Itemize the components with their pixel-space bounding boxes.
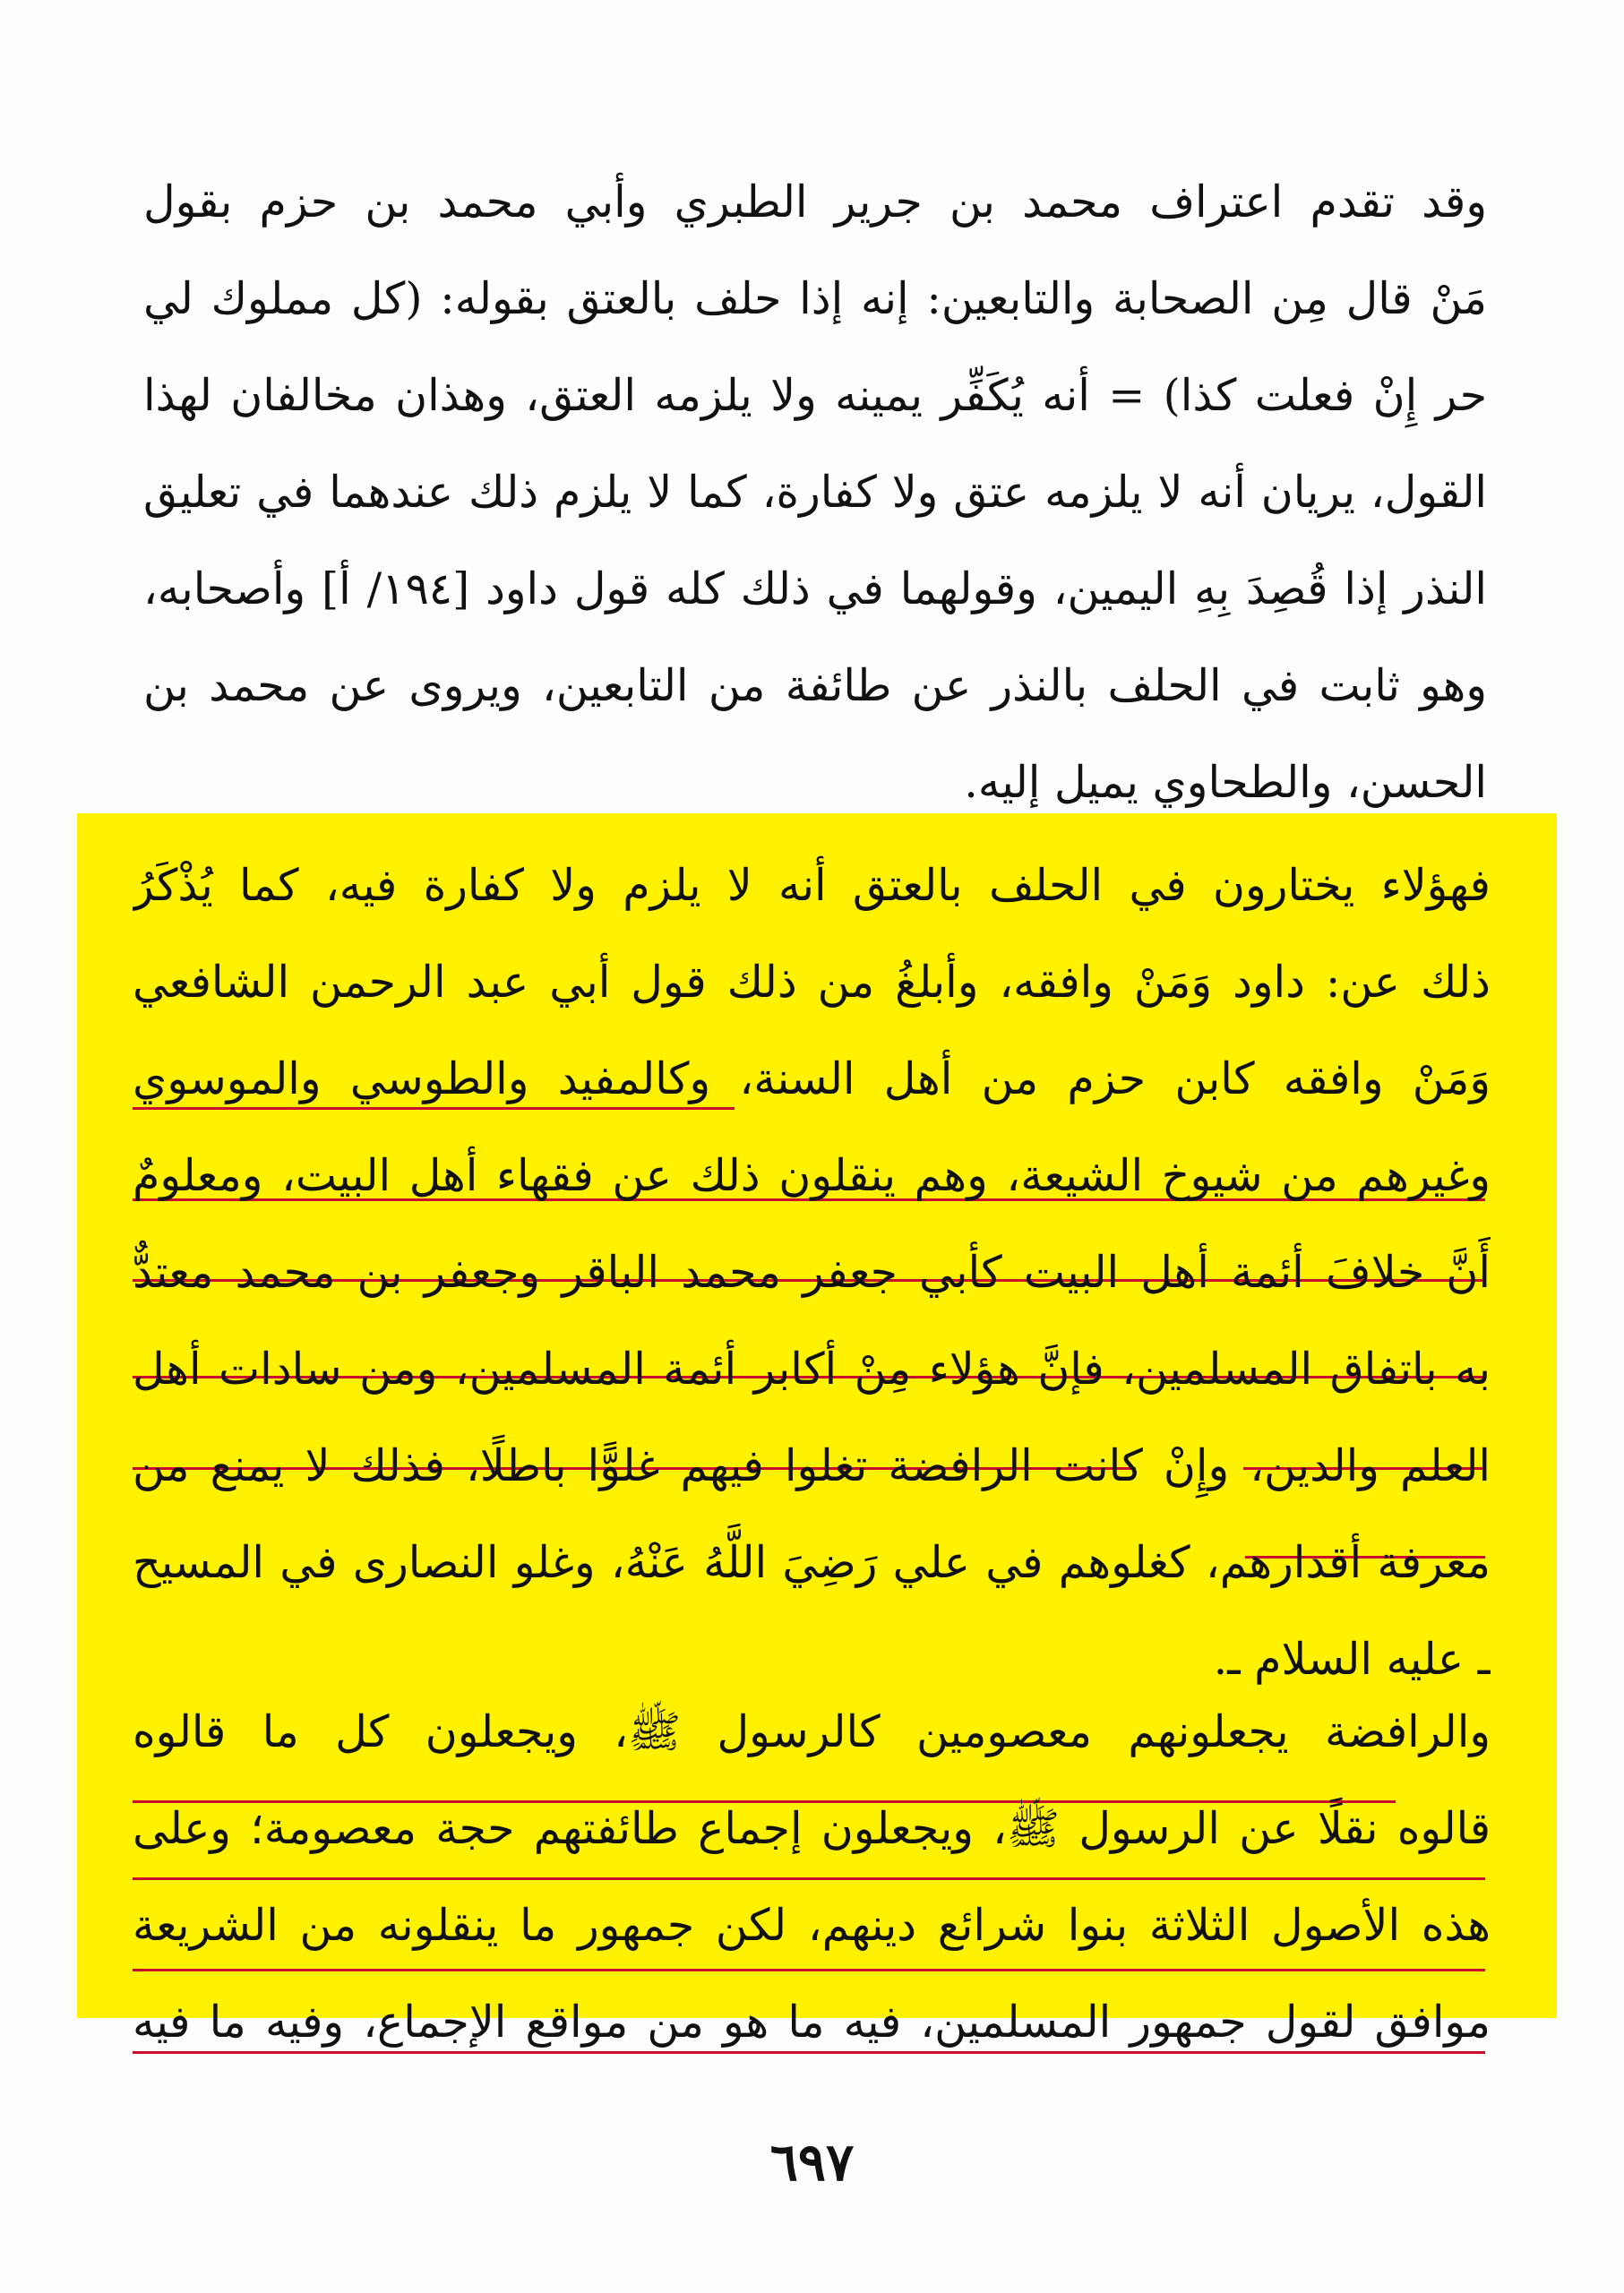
paragraph-3 [133,1684,1491,2071]
text-line: موافق لقول جمهور المسلمين، فيه ما هو من مواقع الإجماع، وفيه ما فيه [133,1997,1491,2048]
text-line: مَنْ قال مِن الصحابة والتابعين: إنه إذا حلف بالعتق بقوله: (كل مملوك لي [143,273,1487,324]
text-line: ذلك عن: داود وَمَنْ وافقه، وأبلغُ من ذلك قول أبي عبد الرحمن الشافعي [133,957,1491,1008]
text-line: النذر إذا قُصِدَ بِهِ اليمين، وقولهما في ذلك كله قول داود [١٩٤/ أ] وأصحابه، [143,563,1487,614]
text-line: والرافضة يجعلونهم معصومين كالرسول ﷺ، ويجعلون كل ما قالوه [133,1706,1491,1757]
text-line: هذه الأصول الثلاثة بنوا شرائع دينهم، لكن جمهور ما ينقلونه من الشريعة [133,1900,1491,1951]
text-line: ـ عليه السلام ـ. [1213,1634,1491,1685]
text-line: معرفة أقدارهم، كغلوهم في علي رَضِيَ اللَّهُ عَنْهُ، وغلو النصارى في المسيح [133,1537,1491,1588]
text-line: قالوه نقلًا عن الرسول ﷺ، ويجعلون إجماع طائفتهم حجة معصومة؛ وعلى [133,1803,1491,1854]
text-line: وقد تقدم اعتراف محمد بن جرير الطبري وأبي محمد بن حزم بقول [143,176,1487,228]
text-line: الحسن، والطحاوي يميل إليه. [964,757,1487,808]
text-line: وَمَنْ وافقه كابن حزم من أهل السنة، وكالمفيد والطوسي والموسوي [133,1053,1491,1104]
paragraph-2 [133,837,1491,1708]
text-line: أَنَّ خلافَ أئمة أهل البيت كأبي جعفر محمد الباقر وجعفر بن محمد معتدٌّ [133,1247,1491,1298]
text-line: وغيرهم من شيوخ الشيعة، وهم ينقلون ذلك عن فقهاء أهل البيت، ومعلومٌ [133,1150,1491,1201]
text-line: وهو ثابت في الحلف بالنذر عن طائفة من التابعين، ويروى عن محمد بن [143,660,1487,711]
page-number: ٦٩٧ [769,2132,855,2193]
text-line: به باتفاق المسلمين، فإنَّ هؤلاء مِنْ أكابر أئمة المسلمين، ومن سادات أهل [133,1344,1491,1395]
paragraph-1 [143,154,1487,831]
text-line: العلم والدين، وإِنْ كانت الرافضة تغلوا فيهم غلوًّا باطلًا، فذلك لا يمنع من [133,1440,1491,1491]
text-line: حر إِنْ فعلت كذا) = أنه يُكَفِّر يمينه ولا يلزمه العتق، وهذان مخالفان لهذا [143,370,1487,421]
text-line: القول، يريان أنه لا يلزمه عتق ولا كفارة، كما لا يلزم ذلك عندهما في تعليق [143,467,1487,518]
text-line: فهؤلاء يختارون في الحلف بالعتق أنه لا يلزم ولا كفارة فيه، كما يُذْكَرُ [133,860,1491,911]
